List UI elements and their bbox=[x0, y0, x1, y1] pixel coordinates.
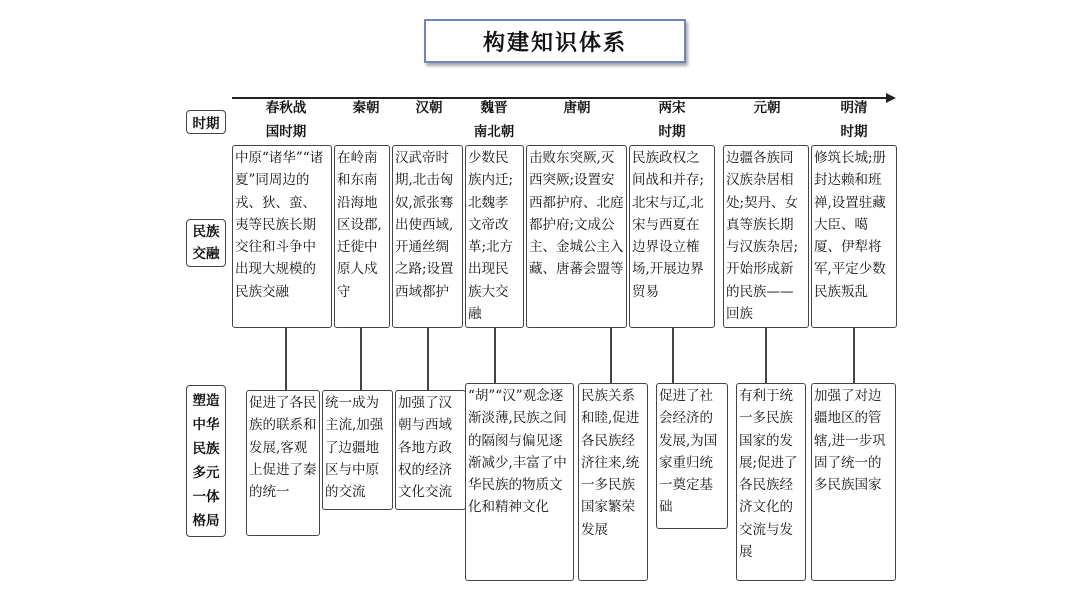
pattern-box: 统一成为主流,加强了边疆地区与中原的交流 bbox=[322, 390, 393, 510]
period-label: 元朝 bbox=[753, 100, 781, 116]
period-label: 魏晋 南北朝 bbox=[473, 100, 515, 140]
row-label-pattern: 塑造 中华 民族 多元 一体 格局 bbox=[186, 385, 226, 537]
pattern-box: 促进了各民族的联系和发展,客观上促进了秦的统一 bbox=[246, 390, 320, 536]
exchange-box: 击败东突厥,灭西突厥;设置安西都护府、北庭都护府;文成公主、金城公主入藏、唐蕃会盟等 bbox=[526, 145, 627, 328]
row-label-exchange: 民族 交融 bbox=[186, 219, 226, 267]
connector-line bbox=[285, 328, 287, 392]
pattern-box: 加强了汉朝与西域各地方政权的经济文化交流 bbox=[395, 390, 466, 510]
exchange-box: 边疆各族同汉族杂居相处;契丹、女真等族长期与汉族杂居;开始形成新的民族——回族 bbox=[723, 145, 809, 328]
exchange-box: 修筑长城;册封达赖和班禅,设置驻藏大臣、噶厦、伊犁将军,平定少数民族叛乱 bbox=[811, 145, 897, 328]
exchange-box: 在岭南和东南沿海地区设郡,迁徙中原人戍守 bbox=[334, 145, 390, 328]
period-label: 明清 时期 bbox=[840, 100, 868, 140]
exchange-box: 民族政权之间战和并存;北宋与辽,北宋与西夏在边界设立榷场,开展边界贸易 bbox=[629, 145, 715, 328]
connector-line bbox=[853, 328, 855, 383]
exchange-box: 汉武帝时期,北击匈奴,派张骞出使西域,开通丝绸之路;设置西域都护 bbox=[392, 145, 463, 328]
pattern-box: “胡”“汉”观念逐渐淡薄,民族之间的隔阂与偏见逐渐减少,丰富了中华民族的物质文化和精神文化 bbox=[465, 383, 574, 581]
connector-line bbox=[672, 328, 674, 383]
period-label: 秦朝 bbox=[352, 100, 380, 116]
timeline-arrow bbox=[886, 93, 896, 103]
pattern-box: 民族关系和睦,促进各民族经济往来,统一多民族国家繁荣发展 bbox=[578, 383, 648, 581]
connector-line bbox=[427, 328, 429, 392]
connector-line bbox=[494, 328, 496, 383]
connector-line bbox=[765, 328, 767, 383]
page-title: 构建知识体系 bbox=[424, 19, 686, 63]
period-label: 春秋战 国时期 bbox=[265, 100, 307, 140]
pattern-box: 有利于统一多民族国家的发展;促进了各民族经济文化的交流与发展 bbox=[736, 383, 806, 581]
pattern-box: 促进了社会经济的发展,为国家重归统一奠定基础 bbox=[656, 383, 728, 529]
exchange-box: 中原“诸华”“诸夏”同周边的戎、狄、蛮、夷等民族长期交往和斗争中出现大规模的民族交融 bbox=[232, 145, 332, 328]
row-label-period: 时期 bbox=[186, 110, 226, 134]
period-label: 唐朝 bbox=[563, 100, 591, 116]
exchange-box: 少数民族内迁;北魏孝文帝改革;北方出现民族大交融 bbox=[465, 145, 524, 328]
connector-line bbox=[360, 328, 362, 392]
connector-line bbox=[610, 328, 612, 383]
period-label: 两宋 时期 bbox=[658, 100, 686, 140]
period-label: 汉朝 bbox=[415, 100, 443, 116]
pattern-box: 加强了对边疆地区的管辖,进一步巩固了统一的多民族国家 bbox=[811, 383, 896, 581]
